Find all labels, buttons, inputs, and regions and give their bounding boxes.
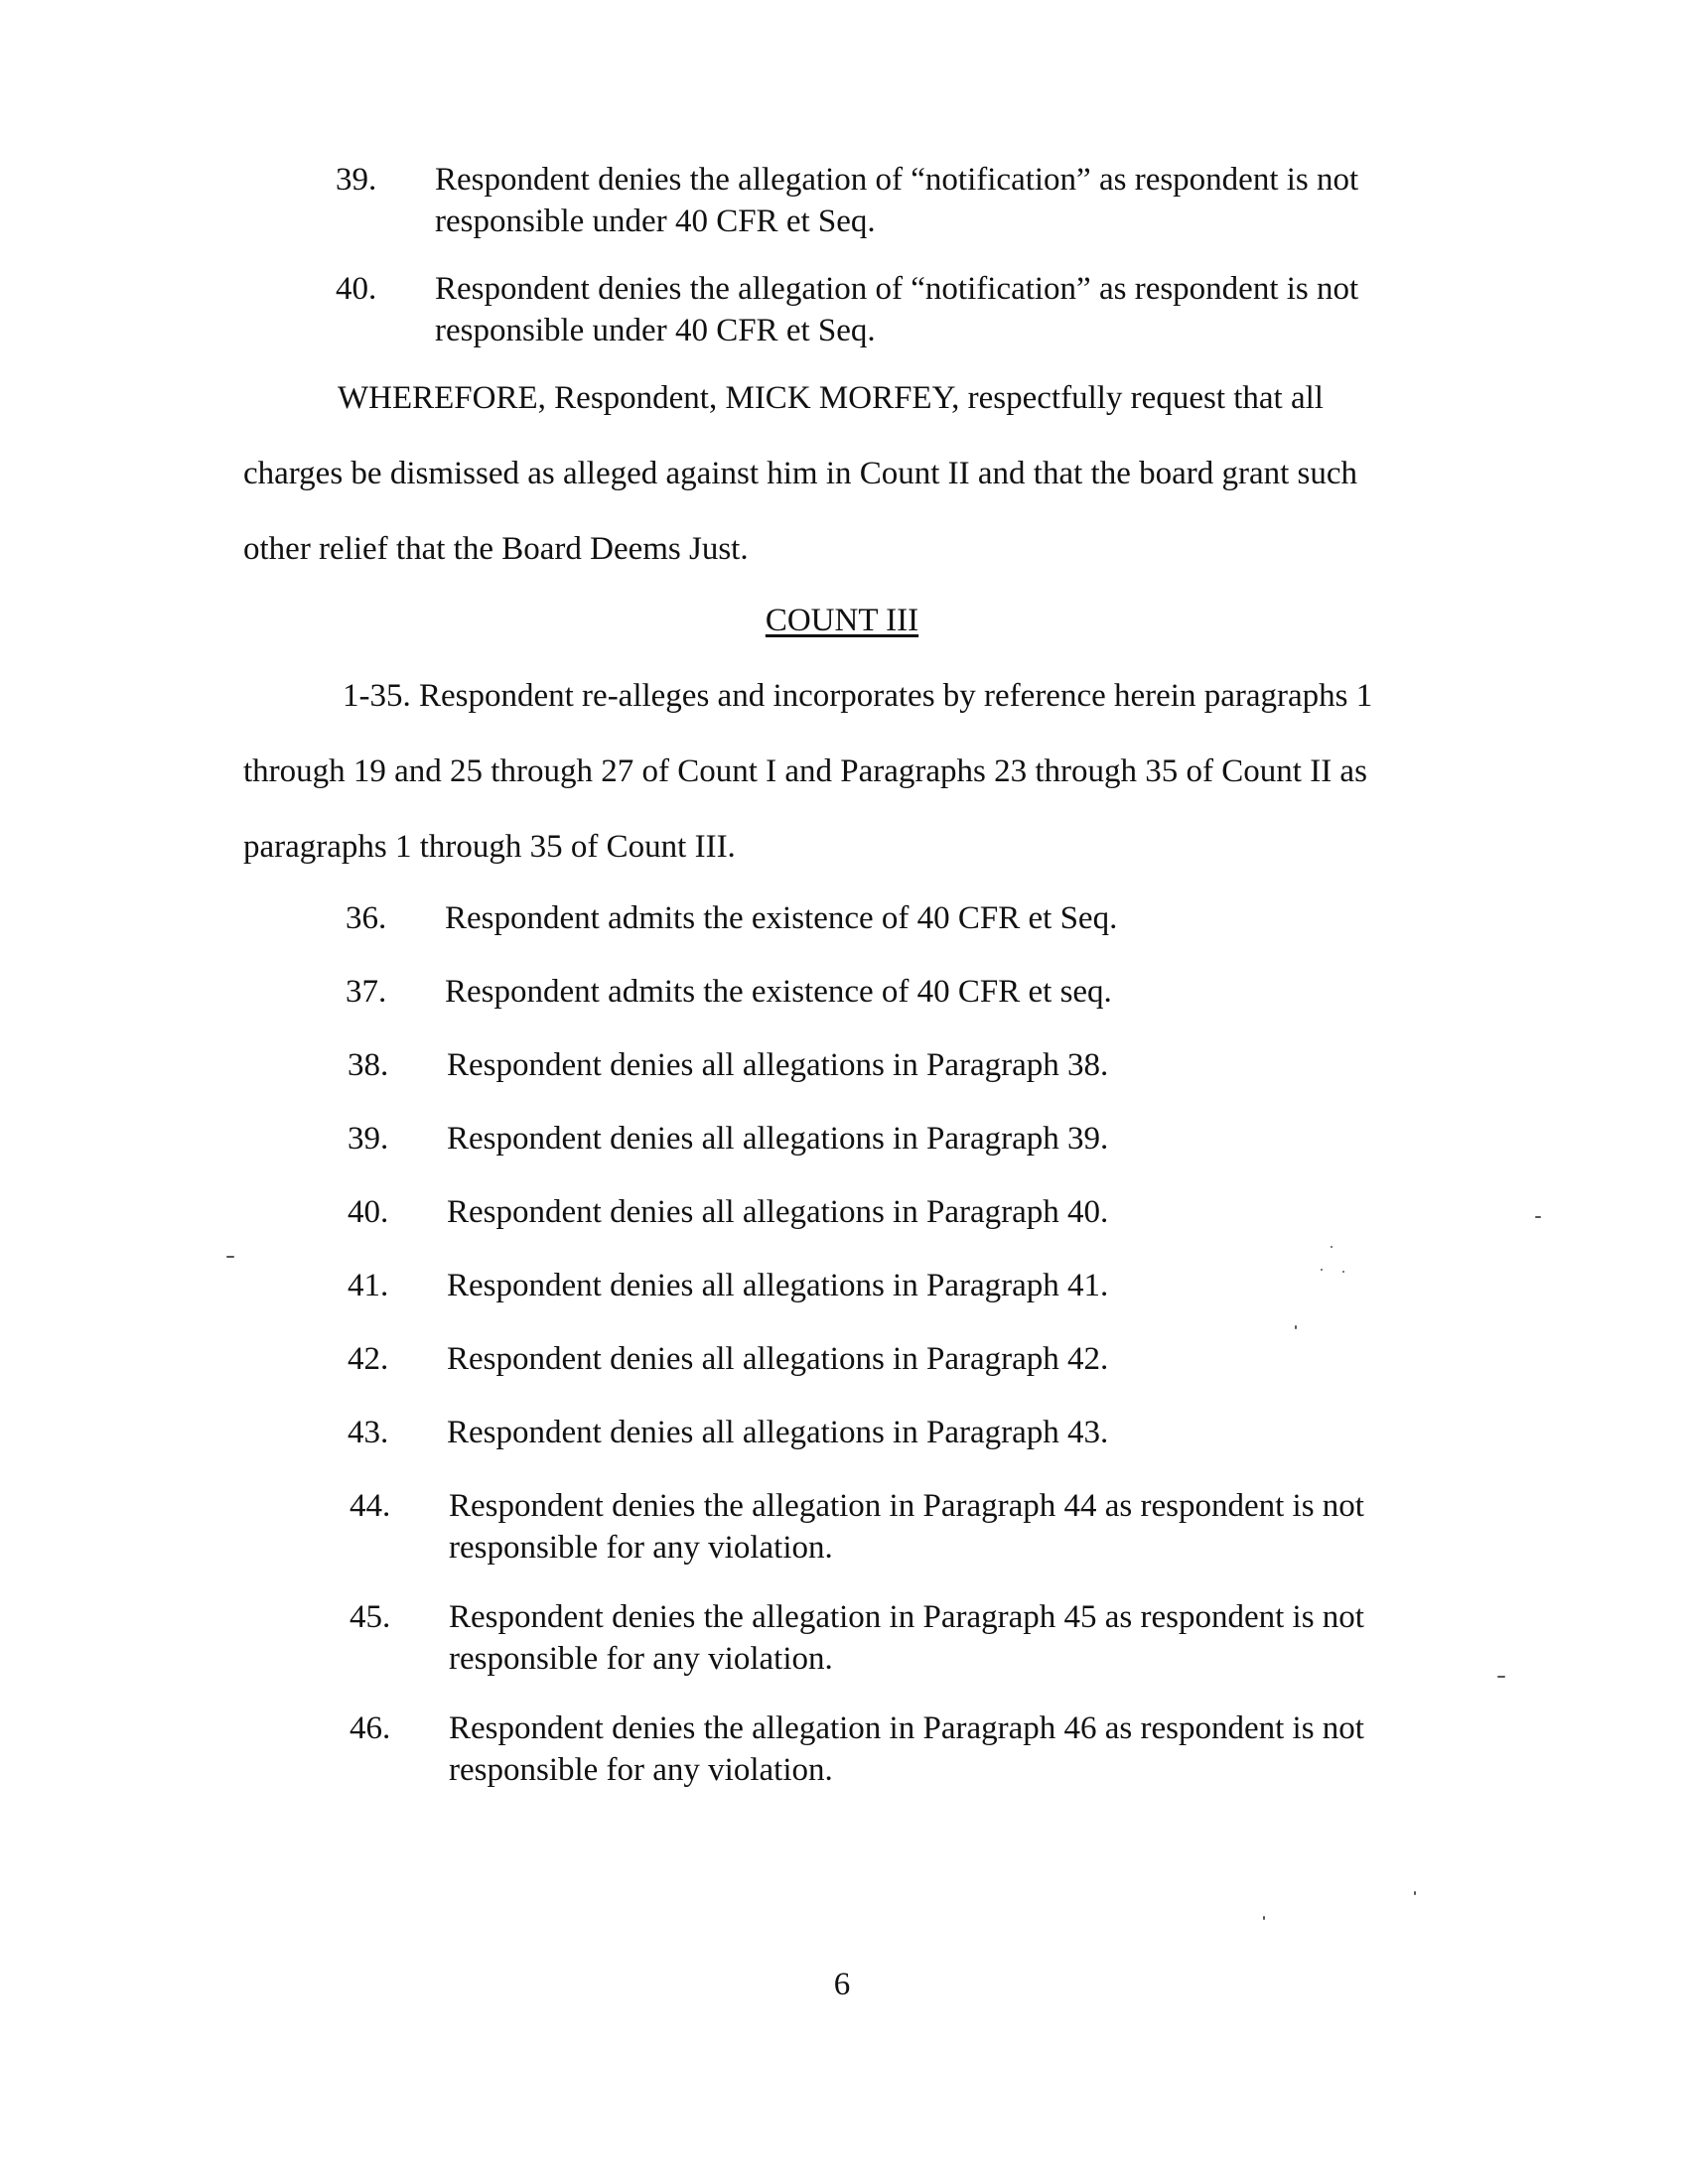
paragraph-45 bbox=[350, 1596, 1382, 1680]
paragraph-text: Respondent denies the allegation in Paragraph 46 as respondent is not responsible for any violation. bbox=[449, 1710, 1364, 1788]
wherefore-line-2: charges be dismissed as alleged against him in Count II and that the board grant such bbox=[243, 456, 1358, 491]
scan-speck bbox=[1331, 1246, 1333, 1248]
paragraph-text: Respondent denies all allegations in Paragraph 40. bbox=[447, 1194, 1109, 1230]
paragraph-44 bbox=[350, 1485, 1382, 1569]
paragraph-40 bbox=[348, 1191, 1380, 1233]
paragraph-text: Respondent denies all allegations in Paragraph 42. bbox=[447, 1341, 1109, 1377]
scan-speck bbox=[1342, 1271, 1344, 1273]
count-iii-heading: COUNT III bbox=[765, 603, 919, 638]
scan-speck bbox=[226, 1256, 234, 1258]
paragraph-number: 40. bbox=[336, 271, 377, 307]
count-iii-intro-line-3: paragraphs 1 through 35 of Count III. bbox=[243, 829, 736, 865]
paragraph-number: 37. bbox=[346, 974, 387, 1010]
paragraph-40-count-ii bbox=[336, 268, 1368, 351]
paragraph-39 bbox=[348, 1118, 1380, 1160]
paragraph-number: 39. bbox=[348, 1121, 389, 1157]
count-iii-intro-line-1: 1-35. Respondent re-alleges and incorporates by reference herein paragraphs 1 bbox=[343, 678, 1373, 714]
paragraph-number: 44. bbox=[350, 1488, 391, 1524]
paragraph-number: 40. bbox=[348, 1194, 389, 1230]
paragraph-39-count-ii bbox=[336, 159, 1368, 242]
paragraph-text: Respondent denies the allegation of “notification” as respondent is not responsible under 40 CFR et Seq. bbox=[435, 162, 1359, 239]
paragraph-text: Respondent denies all allegations in Paragraph 43. bbox=[447, 1415, 1109, 1450]
paragraph-text: Respondent denies all allegations in Paragraph 39. bbox=[447, 1121, 1109, 1157]
paragraph-text: Respondent denies all allegations in Paragraph 41. bbox=[447, 1268, 1109, 1303]
paragraph-text: Respondent admits the existence of 40 CFR et Seq. bbox=[445, 900, 1118, 936]
count-iii-intro-line-2: through 19 and 25 through 27 of Count I and Paragraphs 23 through 35 of Count II as bbox=[243, 753, 1367, 789]
paragraph-41 bbox=[348, 1265, 1380, 1306]
page-number: 6 bbox=[833, 1967, 851, 2002]
paragraph-number: 36. bbox=[346, 900, 387, 936]
paragraph-number: 42. bbox=[348, 1341, 389, 1377]
wherefore-line-1: WHEREFORE, Respondent, MICK MORFEY, respectfully request that all bbox=[338, 380, 1324, 416]
scan-speck bbox=[1414, 1891, 1416, 1895]
scan-speck bbox=[1535, 1216, 1541, 1218]
scan-speck bbox=[1263, 1916, 1265, 1920]
paragraph-number: 43. bbox=[348, 1415, 389, 1450]
paragraph-number: 38. bbox=[348, 1047, 389, 1083]
paragraph-number: 41. bbox=[348, 1268, 389, 1303]
paragraph-43 bbox=[348, 1412, 1380, 1453]
paragraph-text: Respondent denies the allegation of “notification” as respondent is not responsible under 40 CFR et Seq. bbox=[435, 271, 1359, 348]
scan-speck bbox=[1497, 1676, 1505, 1678]
paragraph-38 bbox=[348, 1044, 1380, 1086]
paragraph-number: 39. bbox=[336, 162, 377, 198]
paragraph-46 bbox=[350, 1707, 1382, 1791]
paragraph-text: Respondent denies the allegation in Paragraph 44 as respondent is not responsible for any violation. bbox=[449, 1488, 1364, 1566]
wherefore-line-3: other relief that the Board Deems Just. bbox=[243, 531, 749, 567]
paragraph-text: Respondent denies the allegation in Paragraph 45 as respondent is not responsible for any violation. bbox=[449, 1599, 1364, 1677]
paragraph-text: Respondent denies all allegations in Paragraph 38. bbox=[447, 1047, 1109, 1083]
scan-speck bbox=[1321, 1269, 1323, 1271]
paragraph-37 bbox=[346, 971, 1378, 1013]
paragraph-number: 45. bbox=[350, 1599, 391, 1635]
scan-speck bbox=[1295, 1325, 1297, 1329]
paragraph-42 bbox=[348, 1338, 1380, 1380]
paragraph-36 bbox=[346, 897, 1378, 939]
paragraph-number: 46. bbox=[350, 1710, 391, 1746]
paragraph-text: Respondent admits the existence of 40 CFR et seq. bbox=[445, 974, 1112, 1010]
